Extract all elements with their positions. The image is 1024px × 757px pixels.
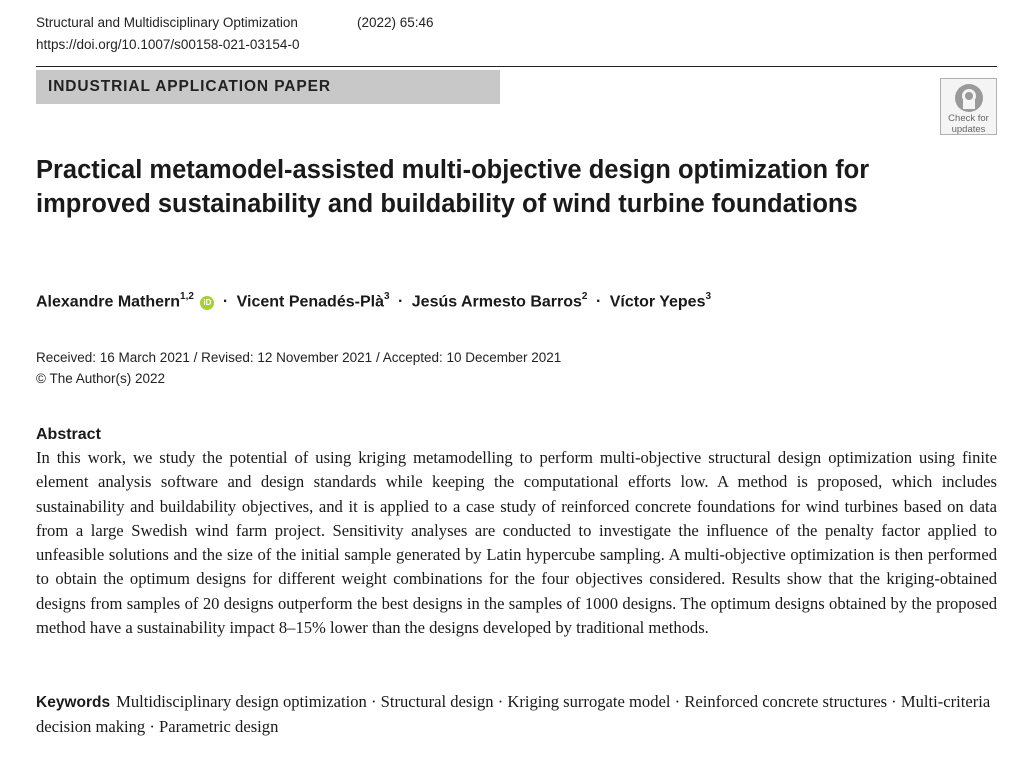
orcid-icon[interactable]: iD xyxy=(200,296,214,310)
author-separator: · xyxy=(595,293,602,311)
check-for-updates-badge[interactable] xyxy=(940,78,997,135)
keywords-section xyxy=(36,690,997,740)
journal-name: Structural and Multidisciplinary Optimization xyxy=(36,15,298,30)
doi-link[interactable]: https://doi.org/10.1007/s00158-021-03154-0 xyxy=(36,37,300,52)
author-name[interactable]: Víctor Yepes xyxy=(609,293,706,311)
badge-text-line1: Check for xyxy=(948,113,989,124)
keywords-text: Multidisciplinary design optimization · Structural design · Kriging surrogate model · Reinforced concrete structures · Multi-criteria decision making · Parametric design xyxy=(36,692,991,737)
author-affiliation: 2 xyxy=(581,291,588,302)
publication-history: Received: 16 March 2021 / Revised: 12 November 2021 / Accepted: 10 December 2021 xyxy=(36,350,562,365)
keywords-label: Keywords xyxy=(36,694,111,711)
copyright-notice: © The Author(s) 2022 xyxy=(36,371,166,386)
author-affiliation: 1,2 xyxy=(180,291,194,302)
author-affiliation: 3 xyxy=(705,291,712,302)
paper-title: Practical metamodel-assisted multi-objective design optimization for improved sustainability and buildability of wind turbine foundations xyxy=(36,156,870,218)
author-separator: · xyxy=(397,293,404,311)
author-affiliation: 3 xyxy=(383,291,390,302)
author-name[interactable]: Alexandre Mathern xyxy=(36,293,181,311)
badge-text-line2: updates xyxy=(951,124,986,135)
author-name[interactable]: Vicent Penadés-Plà xyxy=(236,293,384,311)
author-list xyxy=(36,292,711,311)
check-for-updates-icon xyxy=(954,83,984,113)
header-rule xyxy=(36,66,997,67)
abstract-text: In this work, we study the potential of using kriging metamodelling to perform multi-objective structural design optimization using finite element analysis software and design standards while keeping the computational efforts low. A method is proposed, which includes sustainability and buildability objectives, and it is applied to a case study of reinforced concrete foundations for wind turbines based on data from a large Swedish wind farm project. Sensitivity analyses are conducted to investigate the influence of the penalty factor applied to unfeasible solutions and the size of the initial sample generated by Latin hypercube sampling. A multi-objective optimization is then performed to obtain the optimum designs for different weight combinations for the four objectives considered. Results show that the kriging-obtained designs from samples of 20 designs outperform the best designs in the samples of 1000 designs. The optimum designs obtained by the proposed method have a sustainability impact 8–15% lower than the designs developed by traditional methods. xyxy=(36,448,997,638)
author-name[interactable]: Jesús Armesto Barros xyxy=(411,293,582,311)
article-type-banner: INDUSTRIAL APPLICATION PAPER xyxy=(36,70,500,104)
author-separator: · xyxy=(222,293,229,311)
journal-volume: (2022) 65:46 xyxy=(357,15,434,30)
abstract-heading: Abstract xyxy=(36,426,101,443)
